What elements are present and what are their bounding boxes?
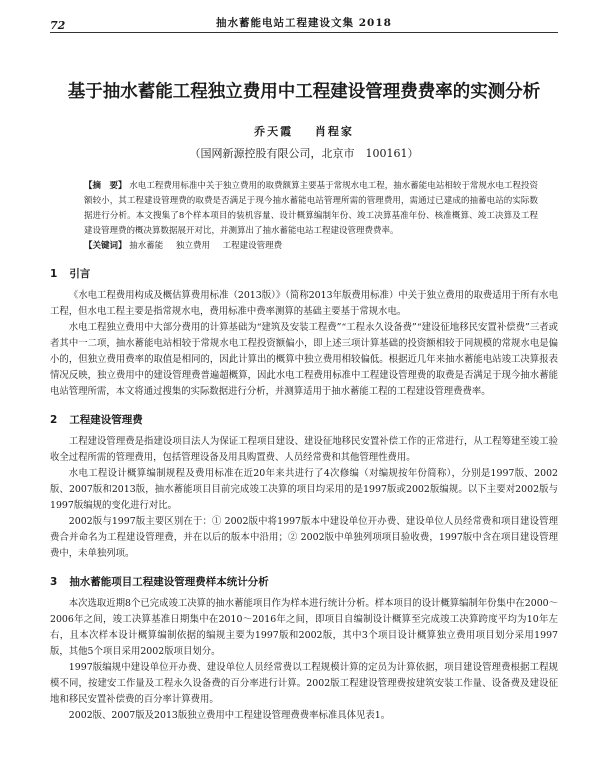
section-number: 2 [50, 414, 58, 426]
paragraph: 《水电工程费用构成及概估算费用标准（2013版）》（简称2013年版费用标准）中关于独立费用的取费适用于所有水电工程，但水电工程主要是指常规水电，费用标准中费率测算的基础主要基于常规水电。 [50, 290, 558, 317]
section-management-fee [50, 412, 558, 562]
section-number: 3 [50, 576, 58, 588]
section-sample-analysis [50, 574, 558, 724]
section-heading [50, 266, 558, 282]
paragraph: 工程建设管理费是指建设项目法人为保证工程项目建设、建设征地移民安置补偿工作的正常进行，从工程筹建至竣工验收全过程所需的管理费用，包括管理设备及用具购置费、人员经常费和其他管理性费用。 [50, 436, 558, 463]
section-title: 工程建设管理费 [69, 414, 143, 426]
keywords [50, 239, 558, 254]
page-number: 72 [50, 19, 66, 32]
abstract-label: 【摘 要】 [84, 181, 127, 191]
section-number: 1 [50, 268, 58, 280]
section-title: 抽水蓄能项目工程建设管理费样本统计分析 [69, 576, 269, 588]
abstract [50, 179, 558, 239]
paragraph: 本次选取近期8个已完成竣工决算的抽水蓄能项目作为样本进行统计分析。样本项目的设计概算编制年份集中在2000～2006年之间，竣工决算基准日期集中在2010～2016年之间，即项目自编制设计概算至完成竣工决算跨度平均为10年左右，且本次样本设计概算编制依据的编规主要为1997版和2002版，其中3个项目设计概算独立费用项目划分采用1997版，其他5个项目采用2002版项目划分。 [50, 598, 558, 657]
affiliation: （国网新源控股有限公司，北京市 100161） [189, 147, 419, 160]
author-name: 乔天霞 [254, 125, 294, 138]
author-list [50, 123, 558, 139]
journal-title: 抽水蓄能电站工程建设文集 2018 [216, 17, 392, 29]
author-name: 肖程家 [314, 125, 354, 138]
paragraph: 1997版编规中建设单位开办费、建设单位人员经常费以工程规模计算的定员为计算依据，项目建设管理费根据工程规模不同，按建安工作量及工程永久设备费的百分率进行计算。2002版工程建设管理费按建筑安装工作量、设备费及建设征地和移民安置补偿费的百分率计算费用。 [50, 662, 558, 705]
paper-title: 基于抽水蓄能工程独立费用中工程建设管理费费率的实测分析 [67, 82, 541, 102]
keyword: 独立费用 [175, 241, 210, 251]
paragraph: 水电工程独立费用中大部分费用的计算基础为“建筑及安装工程费”“工程永久设备费”“建设征地移民安置补偿费”三者或者其中一二项，抽水蓄能电站相较于常规水电工程投资额偏小，即上述三项计算基础的投资额相较于同规模的常规水电是偏小的，但独立费用费率的取值是相同的，因此计算出的概算中独立费用相较偏低。根据近几年来抽水蓄能电站竣工决算报表情况反映，独立费用中的建设管理费普遍超概算，因此水电工程费用标准中工程建设管理费的取费是否满足于现今抽水蓄能电站管理所需，本文将通过搜集的实际数据进行分析，并测算适用于抽水蓄能工程的工程建设管理费费率。 [50, 322, 558, 397]
paragraph: 水电工程设计概算编制规程及费用标准在近20年来共进行了4次修编（对编规按年份简称），分别是1997版、2002版、2007版和2013版，抽水蓄能项目目前完成竣工决算的项目均采用的是1997版或2002版编规。以下主要对2002版与1997版编规的变化进行对比。 [50, 468, 558, 511]
section-heading [50, 412, 558, 428]
section-introduction [50, 266, 558, 400]
paragraph: 2002版、2007版及2013版独立费用中工程建设管理费费率标准具体见表1。 [68, 710, 391, 721]
keyword: 抽水蓄能 [129, 241, 164, 251]
section-heading [50, 574, 558, 590]
running-header [50, 0, 558, 33]
paragraph: 2002版与1997版主要区别在于：① 2002版中将1997版本中建设单位开办费、建设单位人员经常费和项目建设管理费合并命名为工程建设管理费，并在以后的版本中沿用；② 2002版中单独列项项目验收费，1997版中含在项目建设管理费中，未单独列项。 [50, 516, 558, 559]
keyword: 工程建设管理费 [222, 241, 283, 251]
section-title: 引言 [69, 268, 91, 280]
abstract-text: 水电工程费用标准中关于独立费用的取费额算主要基于常规水电工程，抽水蓄能电站相较于常规水电工程投资额较小，其工程建设管理费的取费是否满足于现今抽水蓄能电站管理所需的管理费用，需通过已建成的抽蓄电站的实际数据进行分析。本文搜集了8个样本项目的装机容量、设计概算编制年份、竣工决算基准年份、核准概算、竣工决算及工程建设管理费的概决算数据展开对比，并测算出了抽水蓄能电站工程建设管理费费率。 [84, 181, 538, 236]
keywords-label: 【关键词】 [84, 241, 127, 251]
